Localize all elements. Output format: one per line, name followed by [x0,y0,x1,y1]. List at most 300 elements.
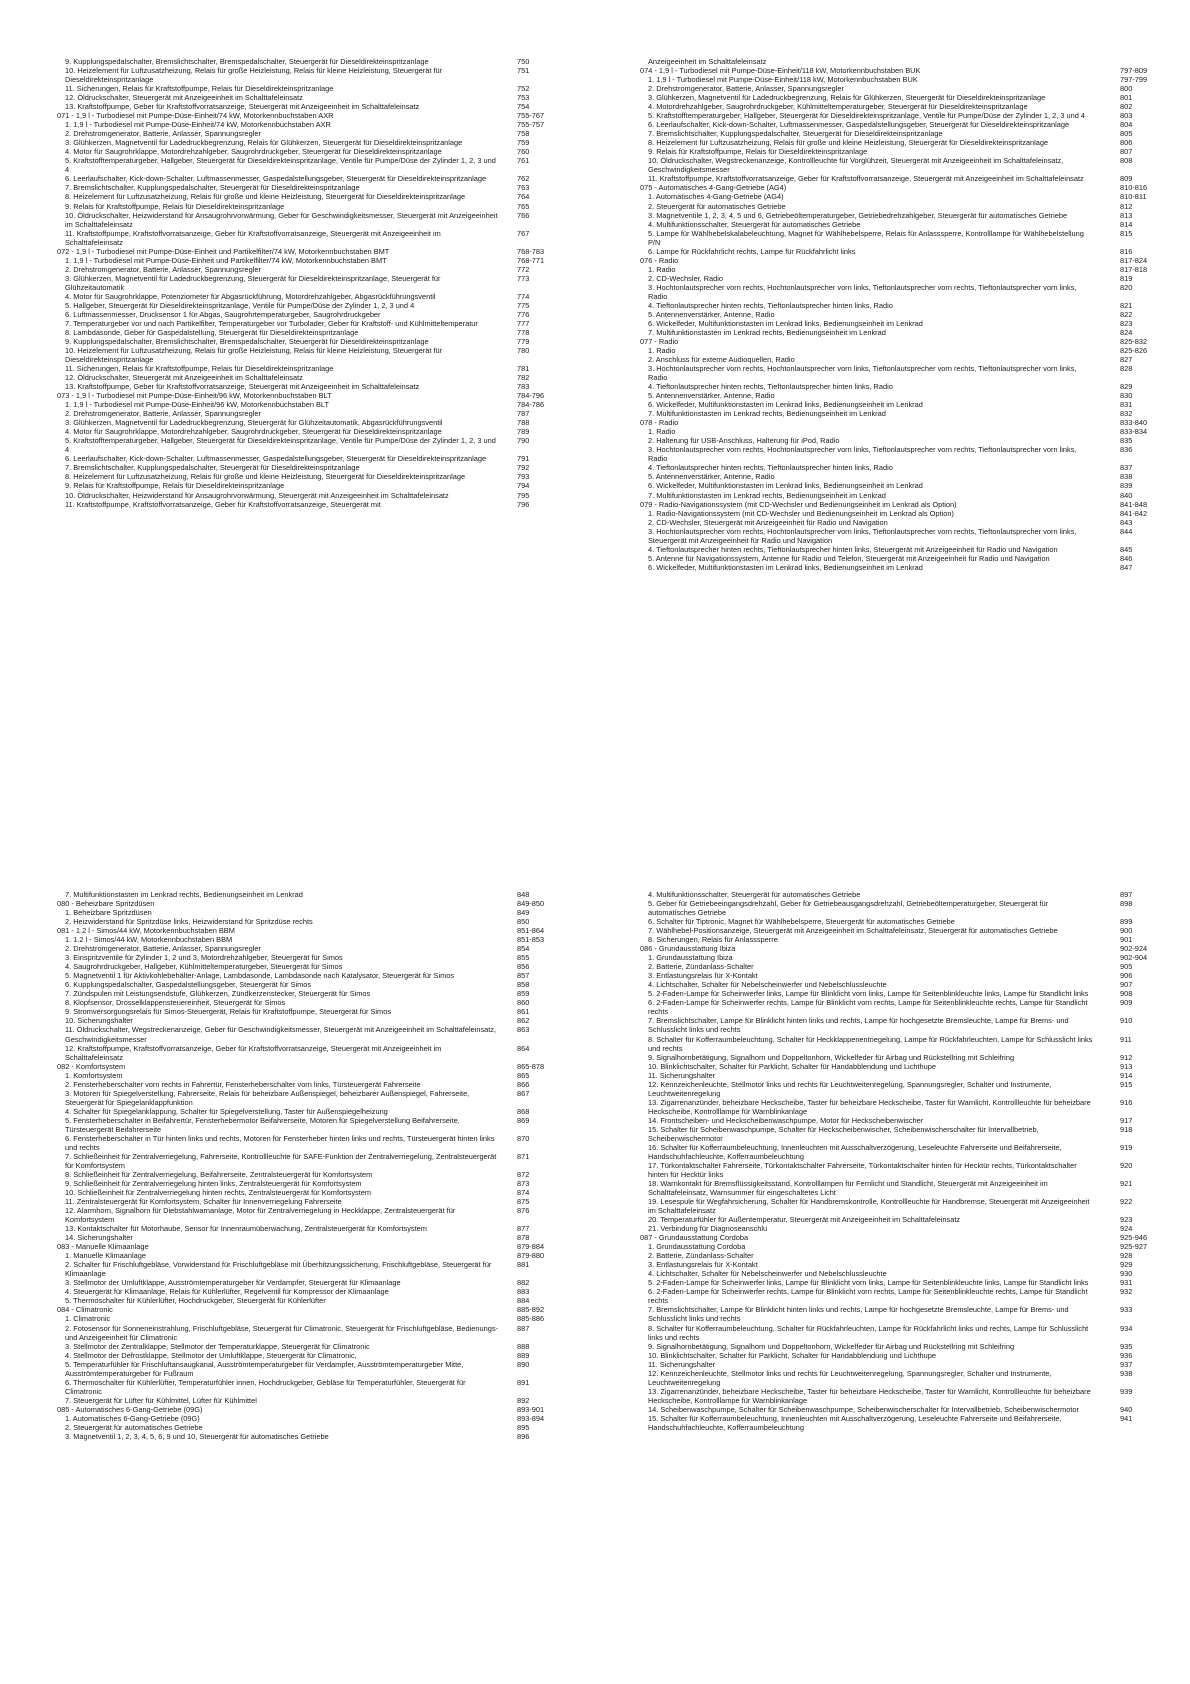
toc-entry-text: 10. Öldruckschalter, Heizwiderstand für Ansaugrohrvorwärmung, Steuergerät mit Anzeigeeinheit im Schalttafeleinsatz [65,490,449,500]
toc-page-number: 885-886 [517,1314,545,1324]
toc-entry-row [57,1287,537,1296]
toc-entry-row [640,301,1140,310]
toc-page-number: 925-927 [1120,1242,1148,1252]
toc-entry-text: 2. Steuergerät für automatisches Getriebe [65,1422,203,1432]
toc-entry-row [640,1269,1140,1278]
toc-page-number: 807 [1120,147,1133,157]
toc-page-number: 858 [517,980,530,990]
toc-entry-text: 3. Hochtonlautsprecher vorn rechts, Hochtonlautsprecher vorn links, Tieftonlautsprecher vorn rechts, Tieftonlautsprecher vorn links, Radio [648,445,1077,464]
toc-page-number: 897 [1120,890,1133,899]
toc-entry-row [57,989,537,998]
toc-entry-row [640,899,1140,917]
toc-entry-row [640,310,1140,319]
toc-entry-row [57,454,537,463]
toc-page-number: 849 [517,908,530,918]
toc-page-number: 863 [517,1025,530,1035]
toc-entry-row [640,890,1140,899]
toc-page-number: 879-880 [517,1251,545,1261]
toc-entry-text: 6. Lampe für Rückfahrlicht rechts, Lampe für Rückfahrlicht links [648,246,856,256]
toc-entry-text: 3. Hochtonlautsprecher vorn rechts, Hochtonlautsprecher vorn links, Tieftonlautsprecher vorn rechts, Tieftonlautsprecher vorn links, Steuergerät mit Anzeigeeinheit für Radio und Navigation [648,526,1077,545]
toc-page-number: 843 [1120,517,1133,527]
toc-page-number: 878 [517,1233,530,1243]
toc-section-title: 081 - 1.2 l - Simos/44 kW, Motorkennbuchstaben BBM [57,926,235,936]
toc-entry-text: 9. Stromversorgungsrelais für Simos-Steuergerät, Relais für Kraftstoffpumpe, Steuergerät für Simos [65,1007,392,1017]
toc-entry-row [640,93,1140,102]
toc-page-number: 793 [517,472,530,482]
toc-page-number: 825-832 [1120,336,1148,346]
toc-page-number: 933 [1120,1305,1133,1315]
toc-page-number: 788 [517,418,530,428]
toc-entry-row [57,400,545,410]
toc-page-number: 889 [517,1350,530,1360]
toc-entry-text: 7. Wählhebel-Positionsanzeige, Steuergerät mit Anzeigeeinheit im Schalttafeleinsatz, Steuergerät für automatisches Getriebe [648,926,1058,936]
toc-entry-row [57,944,537,953]
toc-entry-text: 8. Schalter für Kofferraumbeleuchtung, Schalter für Heckklappenentriegelung, Lampe für Rückfahrleuchten, Lampe für Schlusslicht links und rechts [648,1034,1093,1053]
toc-page-number: 755-757 [517,120,545,130]
toc-entry-row [640,989,1140,998]
toc-entry-text: Anzeigeeinheit im Schalttafeleinsatz [648,57,767,66]
toc-page-number: 835 [1120,436,1133,446]
toc-section-row [57,111,545,121]
toc-page-number: 784-786 [517,400,545,410]
toc-entry-row [640,1035,1140,1053]
toc-page-number: 829 [1120,382,1133,392]
toc-entry-text: 20. Temperaturfühler für Außentemperatur, Steuergerät mit Anzeigeeinheit im Schalttafeleinsatz [648,1215,961,1225]
toc-entry-text: 7. Bremslichtschalter, Lampe für Blinklicht hinten links und rechts, Lampe für hochgesetzte Bremsleuchte, Lampe für Brems- und Schlusslicht links und rechts [648,1016,1069,1035]
toc-entry-text: 2. Batterie, Zündanlass-Schalter [648,1251,754,1261]
toc-entry-row [57,1351,537,1360]
toc-entry-text: 6. 2-Faden-Lampe für Scheinwerfer rechts, Lampe für Blinklicht vorn rechts, Lampe für Seitenblinkleuchte rechts, Lampe für Standlicht rechts [648,1287,1088,1306]
toc-page-number: 800 [1120,84,1133,94]
toc-page-number: 805 [1120,129,1133,139]
toc-entry-row [57,328,537,337]
toc-entry-text: 2. Steuergerät für automatisches Getriebe [648,201,786,211]
toc-entry-text: 1. Grundausstattung Ibiza [648,953,733,963]
toc-entry-text: 5. Kraftstofftemperaturgeber, Hallgeber, Steuergerät für Dieseldirekteinspritzanlage, Ventile für Pumpe/Düse der Zylinder 1, 2, 3 und 4 [65,156,496,175]
toc-entry-text: 1. Komfortsystem [65,1070,123,1080]
toc-entry-text: 2. Halterung für USB-Anschluss, Halterung für iPod, Radio [648,436,840,446]
toc-page-number: 875 [517,1197,530,1207]
toc-entry-row [640,980,1140,989]
toc-entry-row [57,1025,537,1043]
toc-page-number: 841-842 [1120,508,1148,518]
toc-entry-row [57,373,537,382]
toc-entry-text: 12. Kraftstoffpumpe, Kraftstoffvorratsanzeige, Geber für Kraftstoffvorratsanzeige, Steuergerät mit Anzeigeeinheit im Schalttafeleinsatz [65,1043,442,1062]
toc-page-number: 941 [1120,1413,1133,1423]
toc-entry-text: 5. Antennenverstärker, Antenne, Radio [648,391,775,401]
toc-page-number: 768-783 [517,246,545,256]
toc-section-title: 079 - Radio-Navigationssystem (mit CD-Wechsler und Bedienungseinheit im Lenkrad als Option) [640,499,957,509]
toc-entry-row [640,382,1140,391]
toc-entry-text: 11. Kraftstoffpumpe, Kraftstoffvorratsanzeige, Geber für Kraftstoffvorratsanzeige, Steuergerät mit [65,499,381,509]
toc-entry-text: 11. Kraftstoffpumpe, Kraftstoffvorratsanzeige, Geber für Kraftstoffvorratsanzeige, Steuergerät mit Anzeigeeinheit im Schalttafeleinsatz [648,174,1084,184]
toc-entry-row [57,1116,537,1134]
toc-entry-row [57,917,537,926]
toc-entry-row [57,1423,537,1432]
toc-entry-row [57,337,537,346]
toc-entry-row [640,111,1140,120]
toc-entry-text: 21. Verbindung für Diagnoseanschlu [648,1224,768,1234]
toc-page-number: 854 [517,944,530,954]
toc-entry-row [57,1179,537,1188]
toc-page-number: 761 [517,156,530,166]
toc-section-row [57,926,545,936]
toc-entry-row [640,563,1140,572]
toc-entry-row [640,481,1140,490]
toc-entry-row [640,120,1140,129]
toc-entry-text: 11. Sicherungshalter [648,1070,716,1080]
toc-entry-row [57,998,537,1007]
toc-entry-text: 2. Batterie, Zündanlass-Schalter [648,962,754,972]
toc-entry-row [57,1396,537,1405]
toc-page-number: 755-767 [517,111,545,121]
toc-entry-text: 6. 2-Faden-Lampe für Scheinwerfer rechts, Lampe für Blinklicht vorn rechts, Lampe für Seitenblinkleuchte rechts, Lampe für Standlicht rechts [648,998,1088,1017]
toc-entry-text: 14. Sicherungshalter [65,1233,133,1243]
toc-entry-row [640,147,1140,156]
toc-entry-text: 10. Öldruckschalter, Heizwiderstand für Ansaugrohrvorwärmung, Geber für Geschwindigkeitsmesser, Steuergerät mit Anzeigeeinheit im Schalttafeleinsatz [65,210,498,229]
toc-page-number: 871 [517,1151,530,1161]
toc-entry-text: 4. Schalter für Spiegelanklappung, Schalter für Spiegelverstellung, Taster für Außenspiegelheizung [65,1106,388,1116]
toc-entry-row [57,382,537,391]
toc-entry-text: 6. Kupplungspedalschalter, Gaspedalstellungsgeber, Steuergerät für Simos [65,980,312,990]
toc-page-number: 902-924 [1120,944,1148,954]
toc-entry-text: 6. Fensterheberschalter in Tür hinten links und rechts, Motoren für Fensterheber hinten links und rechts, Türsteuergerät hinten links und rechts [65,1133,495,1152]
toc-page-number: 864 [517,1043,530,1053]
toc-entry-text: 5. Magnetventil 1 für Aktivkohlebehälter-Anlage, Lambdasonde, Lambdasonde nach Katalysator, Steuergerät für Simos [65,971,455,981]
toc-page-number: 817-818 [1120,264,1148,274]
toc-page-number: 908 [1120,989,1133,999]
toc-section-row [57,899,545,909]
toc-page-number: 882 [517,1278,530,1288]
toc-entry-row [57,491,537,500]
toc-entry-text: 5. Antenne für Navigationssystem, Antenne für Radio und Telefon, Steuergerät mit Anzeigeeinheit für Radio und Navigation [648,553,1050,563]
toc-entry-row [57,1296,537,1305]
toc-page-number: 914 [1120,1070,1133,1080]
toc-entry-row [640,1351,1140,1360]
toc-page-number: 857 [517,971,530,981]
toc-page-number: 923 [1120,1215,1133,1225]
toc-page-number: 783 [517,382,530,392]
toc-page-number: 910 [1120,1016,1133,1026]
toc-page-number: 838 [1120,472,1133,482]
toc-entry-row [640,346,1148,355]
toc-entry-row [640,527,1140,545]
toc-page-number: 862 [517,1016,530,1026]
toc-entry-text: 1. Automatisches 4-Gang-Getriebe (AG4) [648,192,784,202]
toc-entry-row [640,274,1140,283]
toc-page-number: 814 [1120,219,1133,229]
toc-page-number: 781 [517,364,530,374]
toc-entry-row [57,1378,537,1396]
toc-entry-row [57,66,537,84]
toc-section-title: 072 - 1,9 l - Turbodiesel mit Pumpe-Düse-Einheit und Partikelfilter/74 kW, Motorkennbuchstaben BMT [57,246,390,256]
toc-entry-text: 7. Schließeinheit für Zentralverriegelung, Fahrerseite, Kontrollleuchte für SAFE-Funktion der Zentralverriegelung, Zentralsteuergerät für Komfortsystem [65,1151,497,1170]
toc-entry-row [57,427,537,436]
toc-entry-row [57,156,537,174]
toc-page-number: 907 [1120,980,1133,990]
toc-page-number: 796 [517,499,530,509]
toc-entry-row [640,1053,1140,1062]
toc-entry-text: 5. Fensterheberschalter in Beifahrertür, Fensterhebermotor Beifahrerseite, Motoren für Spiegelverstellung Beifahrerseite, Türsteuergerät Beifahrerseite [65,1115,460,1134]
toc-entry-text: 14. Frontscheiben- und Heckscheibenwaschpumpe, Motor für Heckscheibenwischer [648,1115,924,1125]
toc-entry-text: 3. Glühkerzen, Magnetventil für Ladedruckbegrenzung, Relais für Glühkerzen, Steuergerät für Dieseldirekteinspritzanlage [648,93,1046,103]
toc-entry-row [640,1414,1140,1432]
toc-page-number: 865-878 [517,1061,545,1071]
toc-page-number: 915 [1120,1079,1133,1089]
toc-entry-text: 5. Geber für Getriebeeingangsdrehzahl, Geber für Getriebeausgangsdrehzahl, Getriebeöltemperaturgeber, Steuergerät für automatisches Getriebe [648,899,1049,918]
toc-entry-row [640,391,1140,400]
toc-page-number: 865 [517,1070,530,1080]
toc-section-title: 073 - 1,9 l - Turbodiesel mit Pumpe-Düse-Einheit/96 kW, Motorkennbuchstaben BLT [57,391,332,401]
toc-page-number: 751 [517,66,530,76]
toc-entry-row [640,75,1148,85]
toc-entry-text: 15. Schalter für Scheibenwaschpumpe, Schalter für Heckscheibenwischer, Scheibenwischerschalter für Intervallbetrieb, Scheibenwischermotor [648,1124,1039,1143]
toc-entry-row [640,1242,1148,1252]
toc-entry-text: 1. 1,9 l - Turbodiesel mit Pumpe-Düse-Einheit/118 kW, Motorkennbuchstaben BUK [648,75,918,85]
toc-entry-text: 3. Glühkerzen, Magnetventil für Ladedruckbegrenzung, Steuergerät für Glühzeitautomatik, Abgasrückführungsventil [65,418,443,428]
toc-page-number: 809 [1120,174,1133,184]
toc-page-number: 937 [1120,1359,1133,1369]
toc-entry-text: 4. Saugrohrdruckgeber, Hallgeber, Kühlmitteltemperaturgeber, Steuergerät für Simos [65,962,343,972]
toc-entry-text: 4. Tieftonlautsprecher hinten rechts, Tieftonlautsprecher hinten links, Radio [648,463,893,473]
toc-page-number: 922 [1120,1197,1133,1207]
toc-entry-text: 4. Motor für Saugrohrklappe, Motordrehzahlgeber, Saugrohrdruckgeber, Steuergerät für Dieseldirekteinspritzanlage [65,147,442,157]
toc-entry-text: 1. Beheizbare Spritzdüsen [65,908,152,918]
toc-page-number: 917 [1120,1115,1133,1125]
toc-entry-text: 3. Entlastungsrelais für X-Kontakt [648,971,758,981]
toc-entry-row [640,508,1148,518]
toc-entry-text: 7. Bremslichtschalter, Kupplungspedalschalter, Steuergerät für Dieseldirekteinspritzanlage [65,463,360,473]
toc-entry-text: 9. Schließeinheit für Zentralverriegelung hinten links, Zentralsteuergerät für Komfortsystem [65,1179,362,1188]
toc-page-number: 879-884 [517,1242,545,1252]
toc-entry-text: 10. Blinklichtschalter, Schalter für Parklicht, Schalter für Handabblendung und Lichthupe [648,1350,936,1360]
toc-entry-text: 1. Manuelle Klimaanlage [65,1251,146,1261]
toc-entry-row [57,1233,537,1242]
toc-section-title: 075 - Automatisches 4-Gang-Getriebe (AG4) [640,183,787,193]
toc-entry-row [640,355,1140,364]
toc-page-number: 804 [1120,120,1133,130]
toc-entry-text: 5. Thermoschalter für Kühlerlüfter, Hochdruckgeber, Steuergerät für Kühlerlüfter [65,1296,326,1306]
toc-section-row [57,246,545,256]
toc-page-number: 830 [1120,391,1133,401]
toc-entry-row [57,1197,537,1206]
toc-entry-text: 4. Tieftonlautsprecher hinten rechts, Tieftonlautsprecher hinten links, Radio [648,382,893,392]
toc-entry-row [57,147,537,156]
toc-entry-row [640,1387,1140,1405]
toc-entry-text: 1. Automatisches 6-Gang-Getriebe (09G) [65,1413,200,1423]
toc-page-number: 899 [1120,917,1133,927]
toc-entry-text: 6. Luftmassenmesser, Drucksensor 1 für Abgas, Saugrohrtemperaturgeber, Saugrohrdruckgeber [65,309,381,319]
toc-page-number: 812 [1120,201,1133,211]
toc-page-number: 888 [517,1341,530,1351]
toc-section-title: 080 - Beheizbare Spritzdüsen [57,899,155,909]
toc-entry-row [57,481,537,490]
toc-entry-text: 3. Motoren für Spiegelverstellung, Fahrerseite, Relais für beheizbare Außenspiegel, beheizbarer Außenspiegel, Fahrerseite, Steuergerät für Spiegelanklappfunktion [65,1088,470,1107]
toc-entry-text: 2. Drehstromgenerator, Batterie, Anlasser, Spannungsregler [648,84,844,94]
toc-page-number: 762 [517,174,530,184]
toc-entry-row [640,1305,1140,1323]
toc-page-number: 884 [517,1296,530,1306]
toc-page-number: 860 [517,998,530,1008]
toc-page-number: 867 [517,1088,530,1098]
toc-entry-text: 1. Grundausstattung Cordoba [648,1242,746,1252]
toc-page-number: 754 [517,102,530,112]
toc-page-number: 819 [1120,273,1133,283]
toc-page-number: 901 [1120,935,1133,945]
toc-entry-row [640,518,1140,527]
toc-section-title: 076 - Radio [640,255,679,265]
toc-entry-row [640,1116,1140,1125]
toc-entry-row [57,310,537,319]
toc-entry-text: 10. Heizelement für Luftzusatzheizung, Relais für große Heizleistung, Relais für kleine Heizleistung, Steuergerät für Dieseldirekteinspritzanlage [65,66,443,85]
toc-entry-row [640,427,1148,437]
toc-page-number: 790 [517,436,530,446]
toc-entry-text: 3. Stellmotor der Zentralklappe, Stellmotor der Temperaturklappe, Steuergerät für Climatronic [65,1341,370,1351]
toc-entry-text: 2. Schalter für Frischluftgebläse, Vorwiderstand für Frischluftgebläse mit Überhitzungssicherung, Frischluftgebläse, Steuergerät für Klimaanlage [65,1260,492,1279]
toc-entry-text: 5. Kraftstofftemperaturgeber, Hallgeber, Steuergerät für Dieseldirekteinspritzanlage, Ventile für Pumpe/Düse der Zylinder 1, 2, 3 und 4 [65,436,496,455]
toc-entry-row [57,301,537,310]
toc-entry-row [640,472,1140,481]
toc-entry-row [57,1170,537,1179]
toc-entry-text: 8. Heizelement für Luftzusatzheizung, Relais für große und kleine Heizleistung, Steuergerät für Dieseldirekteinspritzanlage [648,138,1049,148]
toc-page-number: 887 [517,1323,530,1333]
toc-entry-text: 4. Motor für Saugrohrklappe, Potenziometer für Abgasrückführung, Motordrehzahlgeber, Abgasrückführungsventil [65,291,436,301]
toc-page-number: 866 [517,1079,530,1089]
toc-entry-text: 6. Leerlaufschalter, Kick-down-Schalter, Luftmassenmesser, Gaspedalstellungsgeber, Steuergerät für Dieseldirekteinspritzanlage [648,120,1070,130]
toc-page-number: 808 [1120,156,1133,166]
toc-entry-text: 10. Schließeinheit für Zentralverriegelung hinten rechts, Zentralsteuergerät für Komfortsystem [65,1188,372,1198]
toc-page-number: 787 [517,409,530,419]
toc-entry-text: 8. Heizelement für Luftzusatzheizung, Relais für große und kleine Heizleistung, Steuergerät für Dieseldirekteinspritzanlage [65,192,466,202]
toc-entry-text: 1. Radio [648,264,676,274]
toc-entry-row [57,57,537,66]
toc-page-number: 898 [1120,899,1133,909]
toc-entry-text: 10. Öldruckschalter, Wegstreckenanzeige, Kontrollleuchte für Vorglühzeit, Steuergerät mit Anzeigeeinheit im Schalttafeleinsatz, Geschwindigkeitsmesser [648,156,1064,175]
toc-section-title: 071 - 1,9 l - Turbodiesel mit Pumpe-Düse-Einheit/74 kW, Motorkennbuchstaben AXR [57,111,334,121]
toc-entry-text: 15. Schalter für Kofferraumbeleuchtung, Innenleuchten mit Ausschaltverzögerung, Leseleuchte Fahrerseite und Beifahrerseite, Handschuhfachleuchte, Kofferraumbeleuchtung [648,1413,1062,1432]
toc-entry-row [640,138,1140,147]
toc-entry-text: 11. Sicherungen, Relais für Kraftstoffpumpe, Relais für Dieseldirekteinspritzanlage [65,364,334,374]
toc-section-row [640,499,1148,509]
toc-page-number: 892 [517,1395,530,1405]
toc-entry-text: 9. Signalhornbetätigung, Signalhorn und Doppeltonhorn, Wickelfeder für Airbag und Rückstellring mit Schleifring [648,1052,1015,1062]
toc-page-number: 885-892 [517,1305,545,1315]
toc-entry-row [640,1278,1140,1287]
toc-section-row [640,944,1148,954]
toc-page-number: 768-771 [517,255,545,265]
toc-entry-text: 3. Magnetventil 1, 2, 3, 4, 5, 6, 9 und 10, Steuergerät für automatisches Getriebe [65,1431,329,1441]
toc-page-number: 750 [517,57,530,66]
toc-entry-row [57,1007,537,1016]
toc-page-number: 802 [1120,102,1133,112]
toc-entry-row [640,935,1140,944]
toc-section-title: 083 - Manuelle Klimaanlage [57,1242,149,1252]
toc-entry-row [640,174,1140,183]
toc-entry-row [640,1260,1140,1269]
toc-entry-row [57,255,545,265]
toc-page-number: 789 [517,427,530,437]
toc-entry-row [57,84,537,93]
toc-entry-row [57,192,537,201]
toc-page-number: 797-799 [1120,75,1148,85]
toc-page-number: 855 [517,953,530,963]
toc-entry-row [640,1342,1140,1351]
toc-page-number: 833-840 [1120,418,1148,428]
toc-page-number: 823 [1120,318,1133,328]
toc-page-number: 856 [517,962,530,972]
toc-entry-text: 10. Blinklichtschalter, Schalter für Parklicht, Schalter für Handabblendung und Lichthupe [648,1061,936,1071]
toc-entry-row [640,102,1140,111]
toc-entry-text: 8. Heizelement für Luftzusatzheizung, Relais für große und kleine Heizleistung, Steuergerät für Dieseldirekteinspritzanlage [65,472,466,482]
toc-page-number: 821 [1120,300,1133,310]
toc-entry-text: 8. Lambdasonde, Geber für Gaspedalstellung, Steuergerät für Dieseldirekteinspritzanlage [65,327,359,337]
toc-entry-row [640,264,1148,274]
toc-entry-row [640,971,1140,980]
toc-page-number: 816 [1120,246,1133,256]
toc-page-number: 837 [1120,463,1133,473]
toc-page-number: 940 [1120,1404,1133,1414]
toc-entry-text: 19. Lesespule für Wegfahrsicherung, Schalter für Handbremskontrolle, Kontrollleuchte für Handbremse, Steuergerät mit Anzeigeeinheit im Schalttafeleinsatz [648,1197,1090,1216]
toc-entry-row [640,1179,1140,1197]
toc-page-number: 846 [1120,553,1133,563]
toc-entry-text: 3. Hochtonlautsprecher vorn rechts, Hochtonlautsprecher vorn links, Tieftonlautsprecher vorn rechts, Tieftonlautsprecher vorn links, Radio [648,364,1077,383]
toc-entry-row [640,319,1140,328]
toc-page-number: 913 [1120,1061,1133,1071]
toc-entry-row [57,500,537,509]
toc-page-number: 806 [1120,138,1133,148]
toc-entry-text: 10. Heizelement für Luftzusatzheizung, Relais für große Heizleistung, Relais für kleine Heizleistung, Steuergerät für Dieseldirekteinspritzanlage [65,346,443,365]
toc-entry-text: 17. Türkontaktschalter Fahrerseite, Türkontaktschalter Fahrerseite, Türkontaktschalter hinten für Hecktür rechts, Türkontaktschalter hinten für Hecktür links [648,1160,1077,1179]
toc-entry-text: 1. 1,9 l - Turbodiesel mit Pumpe-Düse-Einheit und Partikelfilter/74 kW, Motorkennbuchstaben BMT [65,255,387,265]
toc-entry-text: 4. Stellmotor der Defrostklappe, Stellmotor der Umluftklappe, Steuergerät für Climatronic, [65,1350,357,1360]
toc-page-number: 919 [1120,1142,1133,1152]
toc-entry-row [57,1432,537,1441]
toc-entry-text: 2. Drehstromgenerator, Batterie, Anlasser, Spannungsregler [65,944,261,954]
toc-column-bottom-left [57,890,545,1441]
toc-entry-row [640,229,1140,247]
toc-page-number: 936 [1120,1350,1133,1360]
toc-entry-text: 7. Bremslichtschalter, Kupplungspedalschalter, Steuergerät für Dieseldirekteinspritzanlage [65,183,360,193]
toc-section-title: 082 - Komfortsystem [57,1061,126,1071]
toc-entry-row [640,953,1148,963]
toc-entry-text: 6. Wickelfeder, Multifunktionstasten im Lenkrad links, Bedienungseinheit im Lenkrad [648,318,923,328]
toc-entry-row [640,129,1140,138]
toc-entry-text: 1. 1,9 l - Turbodiesel mit Pumpe-Düse-Einheit/74 kW, Motorkennbuchstaben AXR [65,120,331,130]
toc-entry-text: 9. Kupplungspedalschalter, Bremslichtschalter, Bremspedalschalter, Steuergerät für Dieseldirekteinspritzanlage [65,336,429,346]
toc-page-number: 824 [1120,327,1133,337]
toc-section-row [57,1242,545,1252]
toc-page-number: 931 [1120,1278,1133,1288]
toc-entry-text: 7. Bremslichtschalter, Lampe für Blinklicht hinten links und rechts, Lampe für hochgesetzte Bremsleuchte, Lampe für Brems- und Schlusslicht links und rechts [648,1305,1069,1324]
toc-section-title: 085 - Automatisches 6-Gang-Getriebe (09G) [57,1404,203,1414]
toc-page-number: 765 [517,201,530,211]
toc-page-number: 760 [517,147,530,157]
toc-entry-row [57,202,537,211]
toc-page-number: 912 [1120,1052,1133,1062]
toc-section-title: 074 - 1,9 l - Turbodiesel mit Pumpe-Düse-Einheit/118 kW, Motorkennbuchstaben BUK [640,66,921,76]
toc-entry-text: 2. Heizwiderstand für Spritzdüse links, Heizwiderstand für Spritzdüse rechts [65,917,313,927]
toc-entry-text: 2. Drehstromgenerator, Batterie, Anlasser, Spannungsregler [65,409,261,419]
toc-page-number: 928 [1120,1251,1133,1261]
toc-page-number: 851-864 [517,926,545,936]
toc-entry-row [640,1125,1140,1143]
toc-page-number: 828 [1120,364,1133,374]
toc-page-number: 820 [1120,282,1133,292]
toc-entry-row [640,463,1140,472]
toc-entry-row [57,1089,537,1107]
toc-page-number: 797-809 [1120,66,1148,76]
toc-entry-row [640,1215,1140,1224]
